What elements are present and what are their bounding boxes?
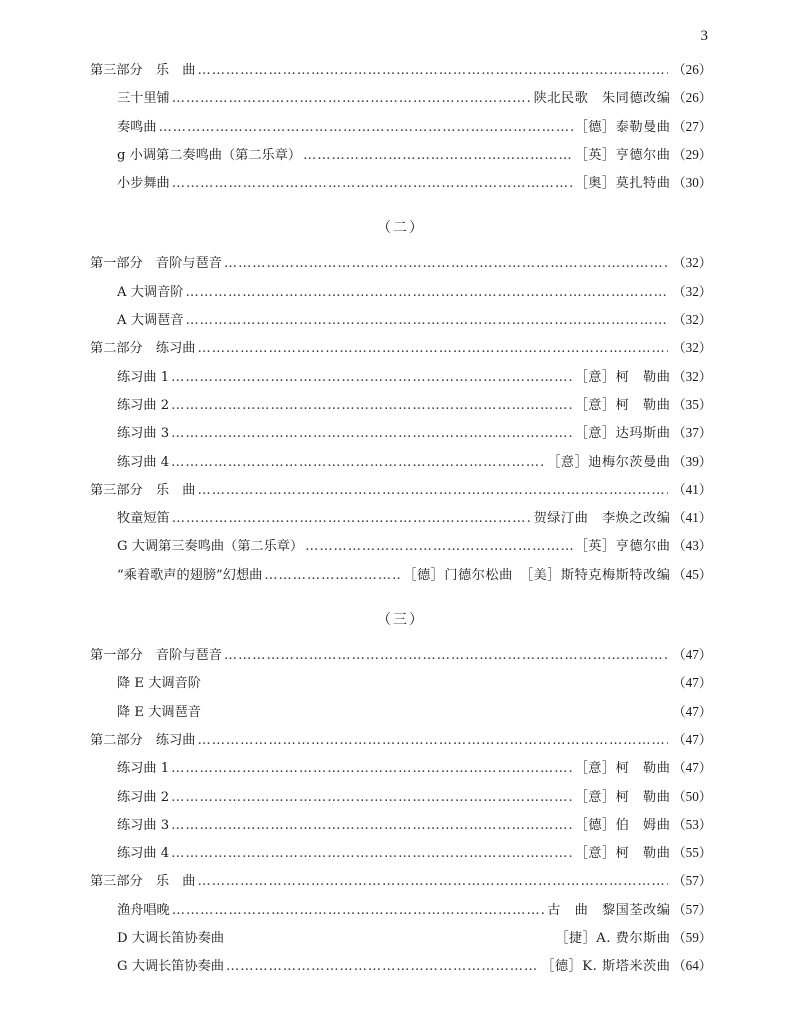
- dot-leader: [171, 449, 545, 477]
- toc-entry[interactable]: [90, 391, 712, 419]
- entry-title: 渔舟唱晚: [117, 902, 170, 918]
- entry-title: 第二部分 练习曲: [90, 732, 196, 748]
- entry-title: 第三部分 乐 曲: [90, 482, 196, 498]
- entry-page: （39）: [672, 453, 712, 469]
- entry-credit: 陕北民歌 朱同德改编: [533, 91, 671, 107]
- table-of-contents: [90, 56, 712, 981]
- toc-entry[interactable]: [90, 278, 712, 306]
- entry-title: 三十里铺: [117, 91, 170, 107]
- entry-page: （41）: [672, 510, 712, 526]
- entry-title: 练习曲 4: [117, 846, 170, 862]
- entry-page: （50）: [672, 788, 712, 804]
- entry-title: g 小调第二奏鸣曲（第二乐章）: [117, 147, 302, 163]
- toc-entry[interactable]: [90, 448, 712, 476]
- entry-page: （32）: [672, 312, 712, 328]
- toc-entry[interactable]: [90, 754, 712, 782]
- entry-credit: ［意］迪梅尔茨曼曲: [547, 454, 671, 470]
- toc-entry[interactable]: [90, 896, 712, 924]
- entry-title: 牧童短笛: [117, 511, 170, 527]
- entry-title: 降 E 大调音阶: [117, 676, 201, 692]
- entry-credit: 贺绿汀曲 李焕之改编: [533, 511, 671, 527]
- entry-credit: ［英］亨德尔曲: [574, 147, 671, 163]
- dot-leader: [198, 868, 669, 896]
- entry-page: （47）: [672, 675, 712, 691]
- dot-leader: [198, 57, 669, 85]
- dot-leader: [159, 114, 573, 142]
- entry-credit: 古 曲 黎国荃改编: [547, 902, 671, 918]
- entry-page: （53）: [672, 816, 712, 832]
- dot-leader: [198, 335, 669, 363]
- toc-entry[interactable]: [90, 561, 712, 589]
- entry-credit: ［德］泰勒曼曲: [574, 119, 671, 135]
- entry-credit: ［捷］A. 费尔斯曲: [555, 931, 671, 947]
- entry-page: （32）: [672, 368, 712, 384]
- entry-credit: ［德］门德尔松曲 ［美］斯特克梅斯特改编: [403, 567, 671, 583]
- toc-entry[interactable]: [90, 669, 712, 697]
- toc-entry[interactable]: [90, 113, 712, 141]
- dot-leader: [198, 727, 669, 755]
- dot-leader: [171, 812, 572, 840]
- entry-credit: ［意］柯 勒曲: [574, 789, 671, 805]
- entry-title: G 大调长笛协奏曲: [117, 959, 225, 975]
- dot-leader: [171, 420, 572, 448]
- entry-page: （29）: [672, 146, 712, 162]
- entry-credit: ［奥］莫扎特曲: [574, 176, 671, 192]
- toc-entry[interactable]: [90, 811, 712, 839]
- entry-page: （45）: [672, 566, 712, 582]
- entry-title: 小步舞曲: [117, 176, 170, 192]
- dot-leader: [171, 364, 572, 392]
- entry-title: 第二部分 练习曲: [90, 341, 196, 357]
- toc-entry[interactable]: [90, 783, 712, 811]
- entry-page: （27）: [672, 118, 712, 134]
- entry-credit: ［意］柯 勒曲: [574, 369, 671, 385]
- dot-leader: [171, 840, 572, 868]
- entry-page: （35）: [672, 396, 712, 412]
- entry-page: （47）: [672, 760, 712, 776]
- entry-credit: ［意］达玛斯曲: [574, 426, 671, 442]
- entry-title: 练习曲 3: [117, 817, 170, 833]
- toc-entry[interactable]: [90, 419, 712, 447]
- dot-leader: [264, 562, 401, 590]
- dot-leader: [171, 392, 572, 420]
- toc-entry[interactable]: [90, 839, 712, 867]
- dot-leader: [224, 250, 669, 278]
- entry-page: （59）: [672, 930, 712, 946]
- entry-credit: ［英］亨德尔曲: [574, 539, 671, 555]
- toc-entry[interactable]: [90, 141, 712, 169]
- toc-entry[interactable]: [90, 363, 712, 391]
- entry-credit: ［意］柯 勒曲: [574, 846, 671, 862]
- entry-title: 练习曲 1: [117, 369, 170, 385]
- entry-title: 奏鸣曲: [117, 119, 157, 135]
- dot-leader: [172, 897, 546, 925]
- entry-page: （37）: [672, 425, 712, 441]
- entry-credit: ［意］柯 勒曲: [574, 761, 671, 777]
- entry-page: （55）: [672, 845, 712, 861]
- entry-title: 第一部分 音阶与琶音: [90, 648, 222, 664]
- toc-entry[interactable]: [90, 306, 712, 334]
- toc-part-entry[interactable]: [90, 249, 712, 277]
- toc-part-entry[interactable]: [90, 641, 712, 669]
- entry-title: 练习曲 3: [117, 426, 170, 442]
- page-number: 3: [700, 28, 708, 44]
- toc-entry[interactable]: [90, 84, 712, 112]
- entry-page: （32）: [672, 255, 712, 271]
- entry-title: 第三部分 乐 曲: [90, 63, 196, 78]
- dot-leader: [303, 142, 573, 170]
- dot-leader: [185, 307, 668, 335]
- entry-page: （26）: [672, 62, 712, 77]
- dot-leader: [172, 85, 532, 113]
- toc-part-entry[interactable]: [90, 867, 712, 895]
- dot-leader: [172, 170, 573, 198]
- toc-entry[interactable]: [90, 698, 712, 726]
- dot-leader: [224, 642, 669, 670]
- entry-page: （43）: [672, 538, 712, 554]
- dot-leader: [305, 533, 572, 561]
- entry-page: （47）: [672, 647, 712, 663]
- entry-title: 练习曲 1: [117, 761, 170, 777]
- entry-page: （57）: [672, 901, 712, 917]
- entry-credit: ［德］伯 姆曲: [574, 817, 671, 833]
- entry-page: （64）: [672, 958, 712, 974]
- entry-title: “乘着歌声的翅膀”幻想曲: [117, 567, 263, 583]
- entry-title: 第三部分 乐 曲: [90, 874, 196, 890]
- toc-part-entry[interactable]: [90, 334, 712, 362]
- entry-page: （47）: [672, 731, 712, 747]
- entry-page: （32）: [672, 340, 712, 356]
- entry-title: 练习曲 2: [117, 789, 170, 805]
- toc-entry[interactable]: [90, 924, 712, 952]
- entry-title: A 大调音阶: [117, 284, 184, 300]
- toc-part-entry[interactable]: [90, 476, 712, 504]
- toc-entry[interactable]: [90, 952, 712, 980]
- toc-entry[interactable]: [90, 532, 712, 560]
- toc-part-entry[interactable]: [90, 56, 712, 84]
- entry-page: （57）: [672, 873, 712, 889]
- dot-leader: [171, 784, 572, 812]
- dot-leader: [226, 953, 539, 981]
- entry-credit: ［德］K. 斯塔米茨曲: [541, 959, 671, 975]
- entry-credit: ［意］柯 勒曲: [574, 397, 671, 413]
- entry-page: （47）: [672, 703, 712, 719]
- dot-leader: [171, 755, 572, 783]
- entry-title: G 大调第三奏鸣曲（第二乐章）: [117, 539, 304, 555]
- toc-entry[interactable]: [90, 169, 712, 197]
- entry-title: 降 E 大调琶音: [117, 704, 201, 720]
- section-heading: （三）: [377, 612, 425, 629]
- entry-page: （26）: [672, 90, 712, 106]
- entry-page: （32）: [672, 283, 712, 299]
- entry-title: 第一部分 音阶与琶音: [90, 256, 222, 272]
- entry-title: 练习曲 2: [117, 397, 170, 413]
- toc-entry[interactable]: [90, 504, 712, 532]
- section-heading: （二）: [377, 220, 425, 237]
- entry-title: A 大调琶音: [117, 313, 184, 329]
- entry-title: D 大调长笛协奏曲: [117, 931, 225, 947]
- entry-page: （41）: [672, 481, 712, 497]
- dot-leader: [185, 279, 668, 307]
- entry-page: （30）: [672, 175, 712, 191]
- dot-leader: [198, 477, 669, 505]
- toc-part-entry[interactable]: [90, 726, 712, 754]
- dot-leader: [172, 505, 532, 533]
- entry-title: 练习曲 4: [117, 454, 170, 470]
